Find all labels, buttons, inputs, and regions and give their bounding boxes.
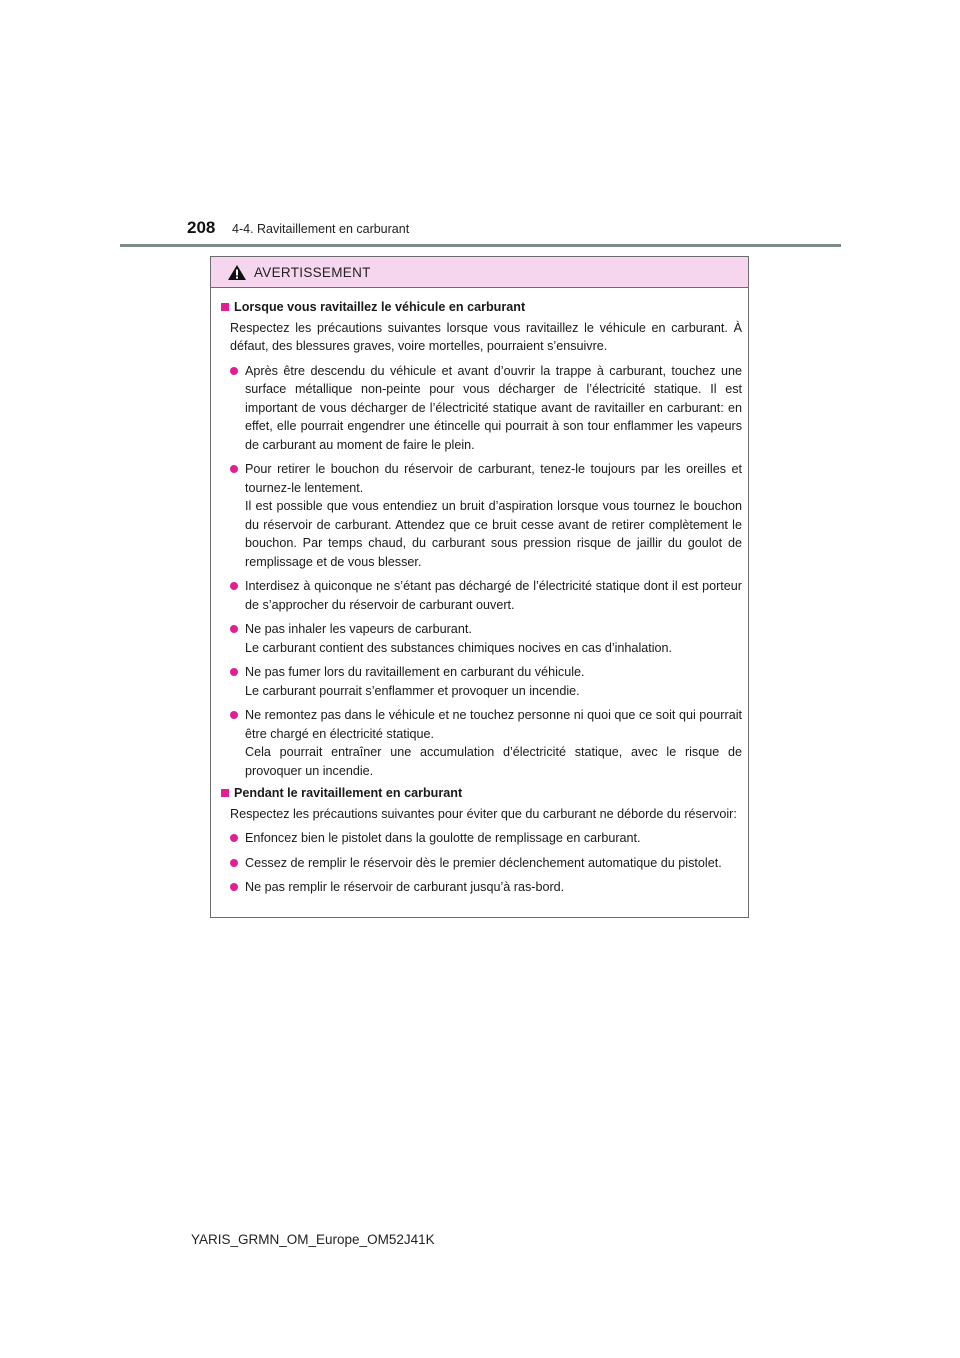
- round-bullet-icon: [230, 625, 238, 633]
- bullet-item: [219, 460, 742, 571]
- section-title: 4-4. Ravitaillement en carburant: [232, 222, 410, 236]
- bullet-paragraph: Ne pas fumer lors du ravitaillement en carburant du véhicule.: [245, 665, 585, 679]
- bullet-paragraph: Pour retirer le bouchon du réservoir de carburant, tenez-le toujours par les oreilles et tournez-le lentement.: [245, 462, 742, 495]
- bullet-text: [245, 663, 742, 700]
- bullet-item: [219, 878, 742, 897]
- round-bullet-icon: [230, 367, 238, 375]
- round-bullet-icon: [230, 859, 238, 867]
- bullet-paragraph: Après être descendu du véhicule et avant d’ouvrir la trappe à carburant, touchez une surface métallique non-peinte pour vous décharger de l’électricité statique. Il est important de vous décharger de l’électricité statique avant de ravitailler en carburant: en effet, elle pourrait engendrer une étincelle qui pourrait à son tour enflammer les vapeurs de carburant au moment de faire le plein.: [245, 363, 742, 452]
- bullet-item: [219, 362, 742, 455]
- document-code: YARIS_GRMN_OM_Europe_OM52J41K: [191, 1232, 435, 1247]
- bullet-text: [245, 878, 742, 897]
- bullet-text: [245, 620, 742, 657]
- bullet-paragraph: Enfoncez bien le pistolet dans la goulotte de remplissage en carburant.: [245, 831, 641, 845]
- square-bullet-icon: [221, 303, 229, 311]
- bullet-item: [219, 620, 742, 657]
- bullet-paragraph: Cela pourrait entraîner une accumulation d’électricité statique, avec le risque de provoquer un incendie.: [245, 745, 742, 778]
- warning-section: [219, 784, 742, 897]
- bullet-paragraph: Cessez de remplir le réservoir dès le premier déclenchement automatique du pistolet.: [245, 855, 722, 870]
- bullet-paragraph: Il est possible que vous entendiez un bruit d’aspiration lorsque vous tournez le bouchon du réservoir de carburant. Attendez que ce bruit cesse avant de retirer complètement le bouchon. Par temps chaud, du carburant sous pression risque de jaillir du goulot de remplissage et de vous blesser.: [245, 499, 742, 569]
- bullet-text: [245, 706, 742, 780]
- bullet-item: [219, 829, 742, 848]
- bullet-text: [245, 362, 742, 455]
- bullet-text: [245, 577, 742, 614]
- bullet-paragraph: Le carburant contient des substances chimiques nocives en cas d’inhalation.: [245, 640, 673, 655]
- section-intro: Respectez les précautions suivantes lorsque vous ravitaillez le véhicule en carburant. À défaut, des blessures graves, voire mortelles, pourraient s’ensuivre.: [230, 320, 742, 353]
- bullet-text: [245, 829, 742, 848]
- page-number: 208: [187, 218, 216, 237]
- bullet-paragraph: Ne remontez pas dans le véhicule et ne touchez personne ni quoi que ce soit qui pourrait être chargé en électricité statique.: [245, 708, 742, 741]
- section-heading-text: Lorsque vous ravitaillez le véhicule en carburant: [234, 300, 526, 314]
- bullet-item: [219, 577, 742, 614]
- bullet-paragraph: Ne pas remplir le réservoir de carburant jusqu’à ras-bord.: [245, 880, 565, 894]
- header-divider: [120, 244, 841, 247]
- warning-body: [211, 288, 748, 897]
- bullet-item: [219, 663, 742, 700]
- bullet-paragraph: Le carburant pourrait s’enflammer et provoquer un incendie.: [245, 683, 580, 698]
- section-heading: [219, 784, 742, 803]
- round-bullet-icon: [230, 711, 238, 719]
- warning-triangle-icon: [227, 264, 247, 281]
- bullet-paragraph: Ne pas inhaler les vapeurs de carburant.: [245, 622, 472, 636]
- bullet-text: [245, 460, 742, 571]
- bullet-item: [219, 706, 742, 780]
- section-heading-text: Pendant le ravitaillement en carburant: [234, 786, 463, 800]
- warning-section: [219, 298, 742, 780]
- warning-title: AVERTISSEMENT: [254, 264, 371, 280]
- round-bullet-icon: [230, 883, 238, 891]
- round-bullet-icon: [230, 668, 238, 676]
- warning-box: [210, 256, 749, 918]
- warning-header: [211, 257, 748, 288]
- section-heading: [219, 298, 742, 317]
- section-intro: Respectez les précautions suivantes pour éviter que du carburant ne déborde du réservoir:: [230, 806, 737, 821]
- bullet-item: [219, 854, 742, 873]
- square-bullet-icon: [221, 789, 229, 797]
- bullet-paragraph: Interdisez à quiconque ne s’étant pas déchargé de l’électricité statique dont il est porteur de s’approcher du réservoir de carburant ouvert.: [245, 579, 742, 612]
- round-bullet-icon: [230, 834, 238, 842]
- round-bullet-icon: [230, 582, 238, 590]
- bullet-text: [245, 854, 742, 873]
- round-bullet-icon: [230, 465, 238, 473]
